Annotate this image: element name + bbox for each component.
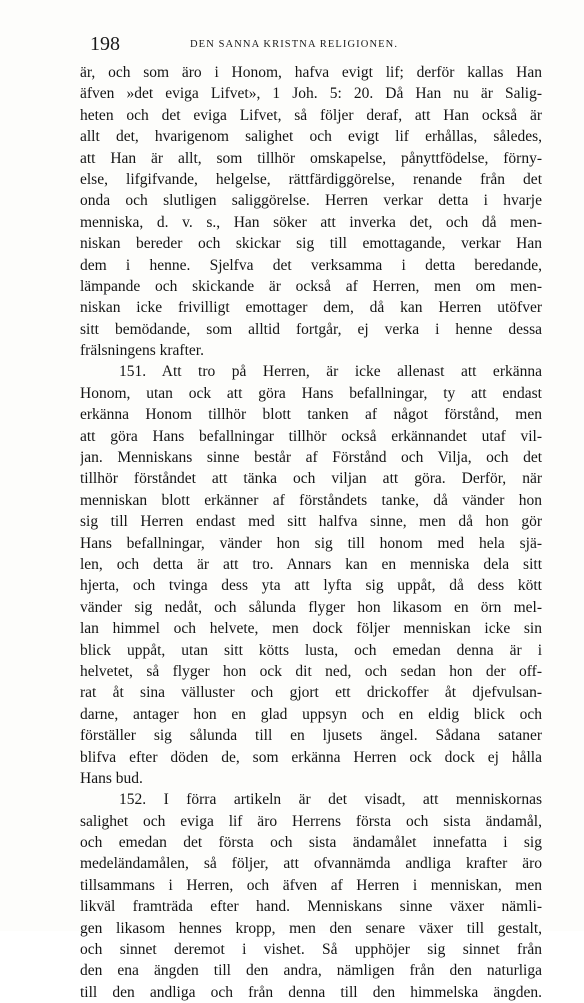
text-line: blifva efter döden de, som erkänna Herren ock dock ej hålla <box>80 748 542 766</box>
text-line: erkänna Honom tillhör blott tanken af något förstånd, men <box>80 406 542 424</box>
text-line: helvetet, så flyger hon ock dit ned, och sedan hon der off- <box>80 662 542 680</box>
text-line: den ena ängden till den andra, nämligen från den naturliga <box>80 962 542 980</box>
text-line: niskan bereder och skickar sig till emottagande, verkar Han <box>80 235 542 253</box>
text-line: menniska, d. v. s., Han söker att inverka det, och då men- <box>80 213 542 231</box>
running-head: DEN SANNA KRISTNA RELIGIONEN. <box>190 39 399 50</box>
body-text <box>80 62 542 1003</box>
paragraph-last-line: Hans bud. <box>80 769 143 787</box>
text-line: medeländamålen, så följer, att ofvannämda andliga krafter äro <box>80 855 542 873</box>
text-line: tillhör förståndet att tänka och viljan att göra. Derför, när <box>80 470 542 488</box>
text-line: len, och detta är att tro. Annars kan en menniska dela sitt <box>80 555 542 573</box>
text-line: att göra Hans befallningar tillhör också erkännandet utaf vil- <box>80 427 542 445</box>
text-line: och sinnet deremot i vishet. Så upphöjer sig sinnet från <box>80 941 542 959</box>
text-line: äfven »det eviga Lifvet», 1 Joh. 5: 20. Då Han nu är Salig- <box>80 85 542 103</box>
text-line: darne, antager hon en glad uppsyn och en eldig blick och <box>80 705 542 723</box>
text-line: allt det, hvarigenom salighet och evigt lif erhållas, således, <box>80 128 542 146</box>
text-line: onda och slutligen saliggörelse. Herren verkar detta i hvarje <box>80 192 542 210</box>
text-line: är, och som äro i Honom, hafva evigt lif; derför kallas Han <box>80 64 542 81</box>
text-line: sitt bemödande, som alltid fortgår, ej verka i henne dessa <box>80 320 542 338</box>
text-line: Hans befallningar, vänder hon sig till honom med hela sjä- <box>80 534 542 552</box>
text-line: hjerta, och tvinga dess yta att lyfta sig uppåt, då dess kött <box>80 577 542 595</box>
text-line: till den andliga och från denna till den himmelska ängden. <box>80 983 542 1001</box>
text-line: Honom, utan ock att göra Hans befallningar, ty att endast <box>80 384 542 402</box>
page-header <box>90 33 552 55</box>
text-line: else, lifgifvande, helgelse, rättfärdiggörelse, renande från det <box>80 170 542 188</box>
text-line: och emedan det första och sista ändamålet innefatta i sig <box>80 834 542 852</box>
text-line: lämpande och skickande är också af Herren, men om men- <box>80 277 542 295</box>
text-line: lan himmel och helvete, men dock följer menniskan icke sin <box>80 620 542 638</box>
text-line: salighet och eviga lif äro Herrens första och sista ändamål, <box>80 812 542 830</box>
text-line: tillsammans i Herren, och äfven af Herren i menniskan, men <box>80 876 542 894</box>
text-line: jan. Menniskans sinne består af Förstånd och Vilja, och det <box>80 449 542 467</box>
text-line: heten och det eviga Lifvet, så följer deraf, att Han också är <box>80 106 542 124</box>
page-number: 198 <box>90 33 120 55</box>
text-line: förställer sig sålunda till en ljusets ängel. Sådana sataner <box>80 727 542 745</box>
text-line: sig till Herren endast med sitt halfva sinne, men då hon gör <box>80 513 542 531</box>
text-line: att Han är allt, som tillhör omskapelse, pånyttfödelse, förny- <box>80 149 542 167</box>
paragraph-152-first-line: 152. I förra artikeln är det visadt, att menniskornas <box>119 791 542 809</box>
paragraph-151-first-line: 151. Att tro på Herren, är icke allenast att erkänna <box>119 363 542 381</box>
text-line: dem i henne. Sjelfva det verksamma i detta beredande, <box>80 256 542 274</box>
text-line: gen likasom hennes kropp, men den senare växer till gestalt, <box>80 919 542 937</box>
text-line: likväl framträda efter hand. Menniskans sinne växer nämli- <box>80 898 542 916</box>
text-line: menniskan blott erkänner af förståndets tanke, då vänder hon <box>80 491 542 509</box>
text-line: rat åt sina välluster och gjort ett drickoffer åt djefvulsan- <box>80 684 542 702</box>
paragraph-last-line: frälsningens krafter. <box>80 342 204 360</box>
text-line: vänder sig nedåt, och sålunda flyger hon likasom en örn mel- <box>80 598 542 616</box>
text-line: blick uppåt, utan sitt kötts lusta, och emedan denna är i <box>80 641 542 659</box>
text-line: niskan icke frivilligt emottager dem, då kan Herren utöfver <box>80 299 542 317</box>
